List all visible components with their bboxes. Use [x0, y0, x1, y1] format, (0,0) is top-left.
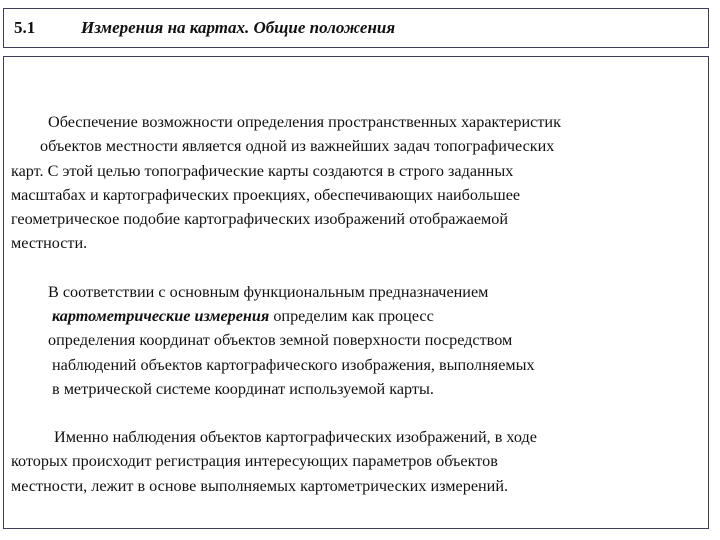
paragraph-line: в метрической системе координат используемой карты.: [52, 380, 434, 398]
content-box: [3, 56, 709, 529]
paragraph-line-with-term: [52, 305, 434, 327]
paragraph-line: наблюдений объектов картографического изображения, выполняемых: [52, 356, 535, 374]
paragraph-line: объектов местности является одной из важнейших задач топографических: [40, 137, 555, 155]
paragraph-line: масштабах и картографических проекциях, обеспечивающих наибольшее: [11, 186, 521, 204]
paragraph-line: определения координат объектов земной поверхности посредством: [48, 331, 513, 349]
paragraph-line: карт. С этой целью топографические карты создаются в строго заданных: [11, 162, 514, 180]
section-header: [3, 8, 709, 48]
paragraph-line: Именно наблюдения объектов картографических изображений, в ходе: [54, 428, 537, 446]
paragraph-line: геометрическое подобие картографических изображений отображаемой: [11, 210, 509, 228]
paragraph-line-rest: определим как процесс: [269, 307, 434, 325]
section-title: Измерения на картах. Общие положения: [81, 18, 396, 37]
paragraph-line: местности, лежит в основе выполняемых картометрических измерений.: [11, 477, 509, 495]
term-cartometric-measurements: картометрические измерения: [52, 307, 270, 325]
paragraph-line: Обеспечение возможности определения пространственных характеристик: [48, 113, 561, 131]
paragraph-line: которых происходит регистрация интересующих параметров объектов: [11, 452, 498, 470]
paragraph-line: В соответствии с основным функциональным предназначением: [48, 283, 489, 301]
section-number: 5.1: [14, 18, 36, 37]
paragraph-line: местности.: [11, 234, 88, 252]
